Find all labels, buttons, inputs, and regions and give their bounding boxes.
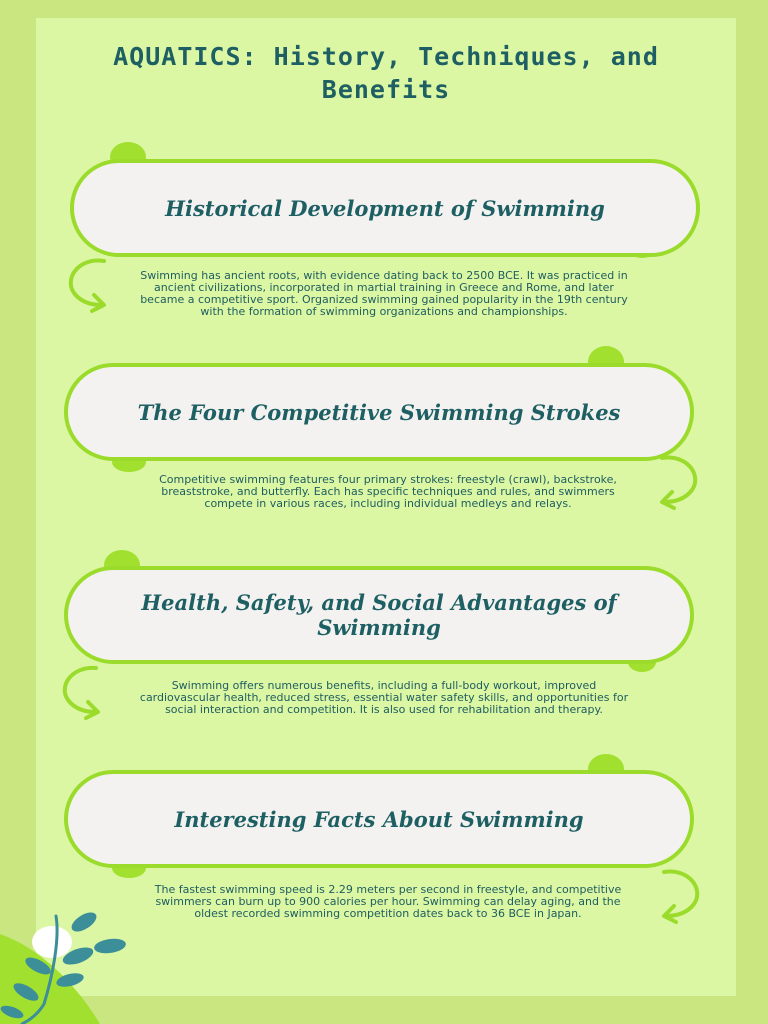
- section-heading-card: [70, 159, 700, 257]
- section-body: Competitive swimming features four primary strokes: freestyle (crawl), backstroke, breaststroke, and butterfly. Each has specific techniques and rules, and swimmers compete in various races, including individual medleys and relays.: [159, 473, 617, 510]
- leaf-plant-illustration: [0, 900, 150, 1024]
- section-body: The fastest swimming speed is 2.29 meters per second in freestyle, and competitive swimmers can burn up to 900 calories per hour. Swimming can delay aging, and the oldest recorded swimming competition dates back to 36 BCE in Japan.: [154, 883, 622, 920]
- section-body: Swimming has ancient roots, with evidence dating back to 2500 BCE. It was practiced in ancient civilizations, incorporated in martial training in Greece and Rome, and later became a competitive sport. Organized swimming gained popularity in the 19th century with the formation of swimming organizations and championships.: [140, 269, 628, 318]
- section-heading: Historical Development of Swimming: [165, 195, 605, 221]
- curved-arrow-icon: [56, 662, 118, 720]
- section-heading-card: [64, 363, 694, 461]
- section-heading: The Four Competitive Swimming Strokes: [137, 399, 621, 425]
- section-heading-card: [64, 566, 694, 664]
- page-title: AQUATICS: History, Techniques, and Benefits: [113, 42, 659, 104]
- curved-arrow-icon: [60, 255, 122, 313]
- curved-arrow-icon: [646, 866, 708, 924]
- section-heading-card: [64, 770, 694, 868]
- section-body: Swimming offers numerous benefits, including a full-body workout, improved cardiovascular health, reduced stress, essential water safety skills, and opportunities for social interaction and competition. It is also used for rehabilitation and therapy.: [139, 679, 629, 716]
- section-heading: Health, Safety, and Social Advantages of Swimming: [141, 590, 617, 640]
- curved-arrow-icon: [644, 452, 706, 510]
- section-heading: Interesting Facts About Swimming: [174, 806, 584, 832]
